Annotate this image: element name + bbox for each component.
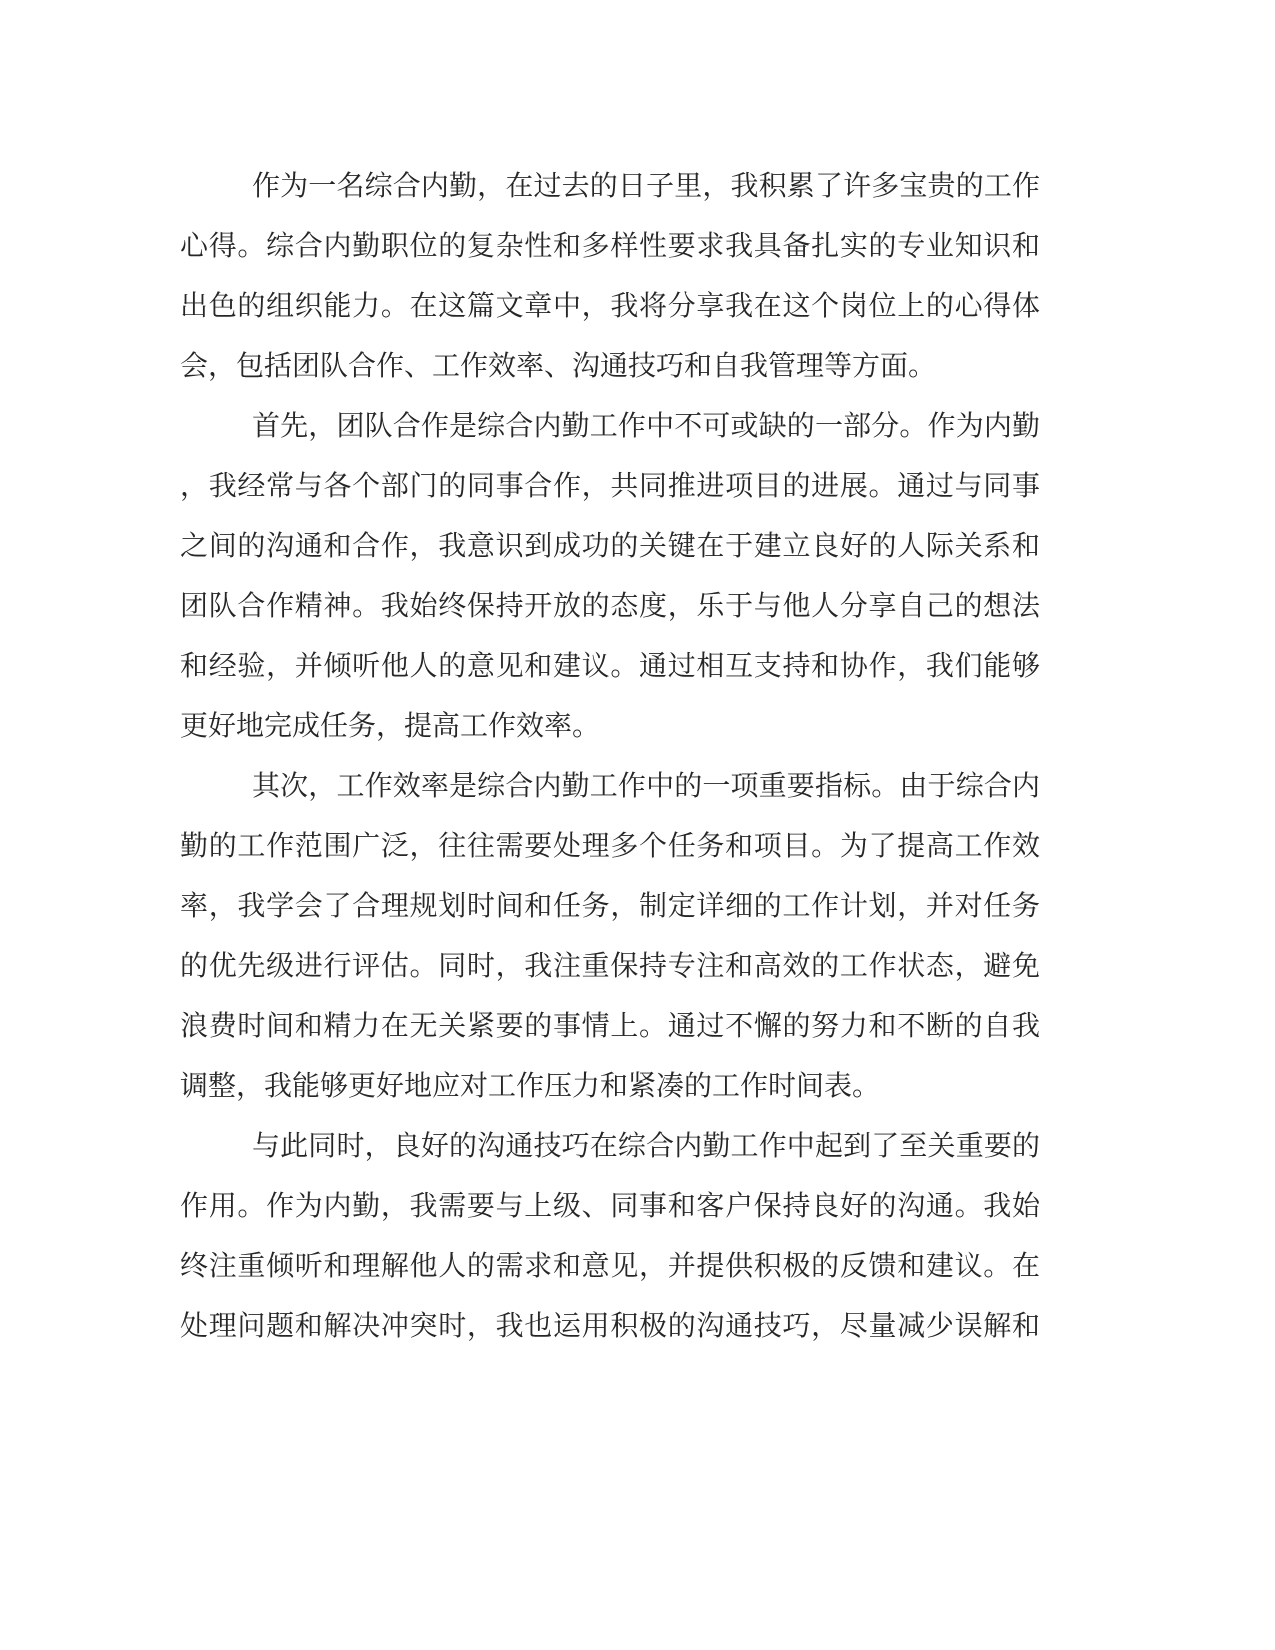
paragraph-3-line-4: 的优先级进行评估。同时，我注重保持专注和高效的工作状态，避免 bbox=[180, 949, 1040, 982]
paragraph-2-line-5: 和经验，并倾听他人的意见和建议。通过相互支持和协作，我们能够 bbox=[180, 649, 1040, 682]
paragraph-4-line-2: 作用。作为内勤，我需要与上级、同事和客户保持良好的沟通。我始 bbox=[180, 1189, 1040, 1222]
paragraph-2-line-1: 首先，团队合作是综合内勤工作中不可或缺的一部分。作为内勤 bbox=[252, 409, 1040, 442]
paragraph-4-line-1: 与此同时，良好的沟通技巧在综合内勤工作中起到了至关重要的 bbox=[252, 1129, 1040, 1162]
paragraph-1-line-2: 心得。综合内勤职位的复杂性和多样性要求我具备扎实的专业知识和 bbox=[180, 229, 1040, 262]
paragraph-3-line-1: 其次，工作效率是综合内勤工作中的一项重要指标。由于综合内 bbox=[252, 769, 1040, 802]
paragraph-3-line-2: 勤的工作范围广泛，往往需要处理多个任务和项目。为了提高工作效 bbox=[180, 829, 1040, 862]
paragraph-1-line-1: 作为一名综合内勤，在过去的日子里，我积累了许多宝贵的工作 bbox=[252, 169, 1040, 202]
paragraph-4-line-4: 处理问题和解决冲突时，我也运用积极的沟通技巧，尽量减少误解和 bbox=[180, 1309, 1040, 1342]
paragraph-3-line-6: 调整，我能够更好地应对工作压力和紧凑的工作时间表。 bbox=[180, 1069, 881, 1102]
paragraph-2-line-3: 之间的沟通和合作，我意识到成功的关键在于建立良好的人际关系和 bbox=[180, 529, 1040, 562]
paragraph-2-line-6: 更好地完成任务，提高工作效率。 bbox=[180, 709, 601, 742]
paragraph-4-line-3: 终注重倾听和理解他人的需求和意见，并提供积极的反馈和建议。在 bbox=[180, 1249, 1040, 1282]
body-text bbox=[180, 156, 1040, 1356]
paragraph-1-line-4: 会，包括团队合作、工作效率、沟通技巧和自我管理等方面。 bbox=[180, 349, 937, 382]
paragraph-1-line-3: 出色的组织能力。在这篇文章中，我将分享我在这个岗位上的心得体 bbox=[180, 289, 1040, 322]
paragraph-3-line-5: 浪费时间和精力在无关紧要的事情上。通过不懈的努力和不断的自我 bbox=[180, 1009, 1040, 1042]
paragraph-2-line-2: ，我经常与各个部门的同事合作，共同推进项目的进展。通过与同事 bbox=[180, 469, 1040, 502]
paragraph-3-line-3: 率，我学会了合理规划时间和任务，制定详细的工作计划，并对任务 bbox=[180, 889, 1040, 922]
paragraph-2-line-4: 团队合作精神。我始终保持开放的态度，乐于与他人分享自己的想法 bbox=[180, 589, 1040, 622]
